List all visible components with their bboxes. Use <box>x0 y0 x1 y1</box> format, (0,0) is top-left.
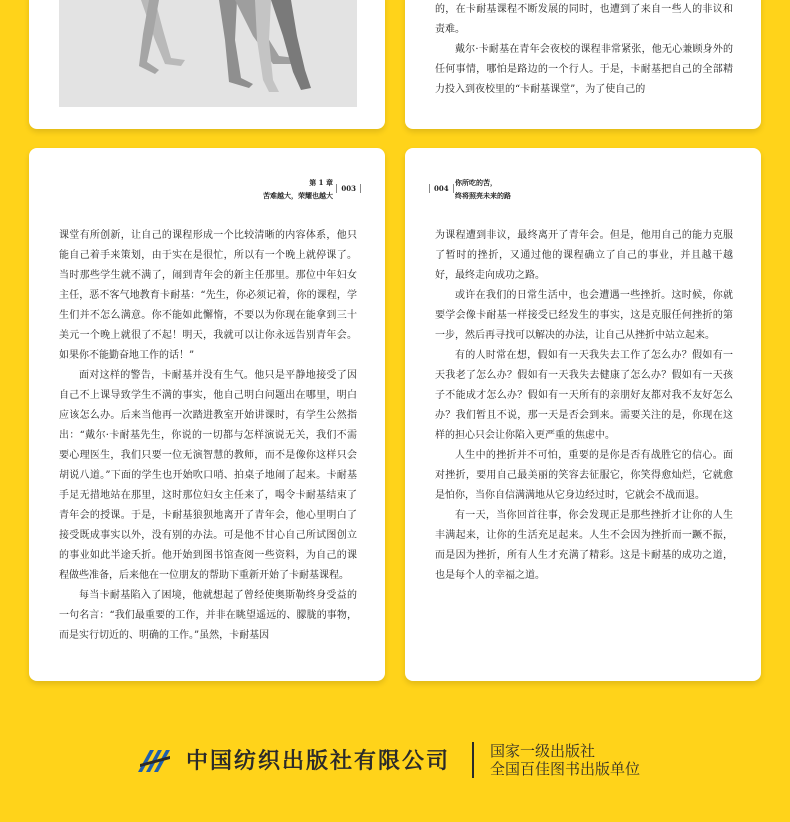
paragraph: 有一天，当你回首往事，你会发现正是那些挫折才让你的人生丰满起来，让你的生活充足起来。人生不会因为挫折而一蹶不振，而是因为挫折，所有人生才充满了精彩。这是卡耐基的成功之道，也是每个人的幸福之道。 <box>435 510 733 581</box>
people-walking-illustration-icon <box>59 0 357 107</box>
page-004-card <box>405 148 761 681</box>
publisher-name: 中国纺织出版社有限公司 <box>186 748 451 774</box>
page-body <box>59 226 357 668</box>
paragraph: 课堂有所创新，让自己的课程形成一个比较清晰的内容体系，他只能自己着手来策划，由于实在是很忙，所以有一个晚上就停课了。当时那些学生就不满了，闹到青年会的新主任那里。那位中年妇女主任，恶不客气地教育卡耐基：“先生，你必须记着，你的课程，学生们并不怎么满意。你不能如此懈惰，不要以为你现在能拿到三十美元一个晚上就很了不起！明天，我就可以让你永远告别青年会。如果你不能勤奋地工作的话！” <box>59 230 357 361</box>
page-number: 004 <box>429 184 454 193</box>
running-header <box>263 176 333 202</box>
page-003-card <box>29 148 385 681</box>
publisher-tagline <box>490 742 640 778</box>
paragraph: 每当卡耐基陷入了困境，他就想起了曾经使奥斯勒终身受益的一句名言：“我们最重要的工作，并非在眺望遥远的、朦胧的事物，而是实行切近的、明确的工作。”虽然，卡耐基因 <box>59 590 357 641</box>
header-line: 你所吃的苦， <box>455 178 497 187</box>
paragraph: 面对这样的警告，卡耐基并没有生气。他只是平静地接受了因自己不上课导致学生不满的事实，他自己明白问题出在哪里，明白应该怎么办。后来当他再一次踏进教室开始讲课时，有学生公然指出：“戴尔·卡耐基先生，你说的一切都与怎样演说无关，我们不需要心理医生，我们只要一位无演智慧的教师，而不是像你这样只会胡说八道。”下面的学生也开始吹口哨、拍桌子地闹了起来。卡耐基手足无措地站在那里，这时那位妇女主任来了，喝令卡耐基结束了青年会的授课。于是，卡耐基狼狈地离开了青年会，他心里明白了接受既成事实以外，没有别的办法。可是他不甘心自己所试图创立的事业如此半途夭折。他开始到图书馆查阅一些资料，为自己的课程做些准备，后来他在一位朋友的帮助下重新开始了卡耐基课程。 <box>59 370 357 581</box>
publisher-logo-icon <box>136 746 172 774</box>
page-number: 003 <box>336 184 361 193</box>
running-header <box>455 176 511 202</box>
header-line: 终将照亮未来的路 <box>455 191 511 200</box>
chapter-subtitle: 苦难越大，荣耀也越大 <box>263 191 333 200</box>
paragraph: 或许在我们的日常生活中，也会遭遇一些挫折。这时候，你就要学会像卡耐基一样接受已经发生的事实，这是克服任何挫折的第一步，然后再寻找可以解决的办法，让自己从挫折中站立起来。 <box>435 290 733 341</box>
tagline-line: 国家一级出版社 <box>490 742 596 760</box>
paragraph: 戴尔·卡耐基在青年会夜校的课程非常紧张，他无心兼顾身外的任何事情，哪怕是路边的一个行人。于是，卡耐基把自己的全部精力投入到夜校里的“卡耐基课堂”，为了使自己的 <box>435 44 733 95</box>
top-right-page-text <box>435 0 733 100</box>
chapter-label: 第 1 章 <box>309 178 333 187</box>
tagline-line: 全国百佳图书出版单位 <box>490 760 641 778</box>
paragraph: 为课程遭到非议，最终离开了青年会。但是，他用自己的能力克服了暂时的挫折，又通过他的课程确立了自己的事业，并且越干越好，最终走向成功之路。 <box>435 230 733 281</box>
top-right-page-card <box>405 0 761 129</box>
top-left-page-card <box>29 0 385 129</box>
publisher-footer <box>0 740 790 780</box>
footer-divider <box>472 742 474 778</box>
page-body <box>435 226 733 668</box>
paragraph: 人生中的挫折并不可怕，重要的是你是否有战胜它的信心。面对挫折，要用自己最美丽的笑容去征服它，你笑得愈灿烂，它就愈是怕你，当你自信满满地从它身边经过时，它就会不战而退。 <box>435 450 733 501</box>
paragraph: 有的人时常在想，假如有一天我失去工作了怎么办？假如有一天我老了怎么办？假如有一天我失去健康了怎么办？假如有一天孩子不能成才怎么办？假如有一天所有的亲朋好友都对我不友好怎么办？我们暂且不说，那一天是否会到来。需要关注的是，你现在这样的担心只会让你陷入更严重的焦虑中。 <box>435 350 733 441</box>
book-illustration <box>59 0 357 107</box>
paragraph: 的，在卡耐基课程不断发展的同时，也遭到了来自一些人的非议和责难。 <box>435 4 733 35</box>
